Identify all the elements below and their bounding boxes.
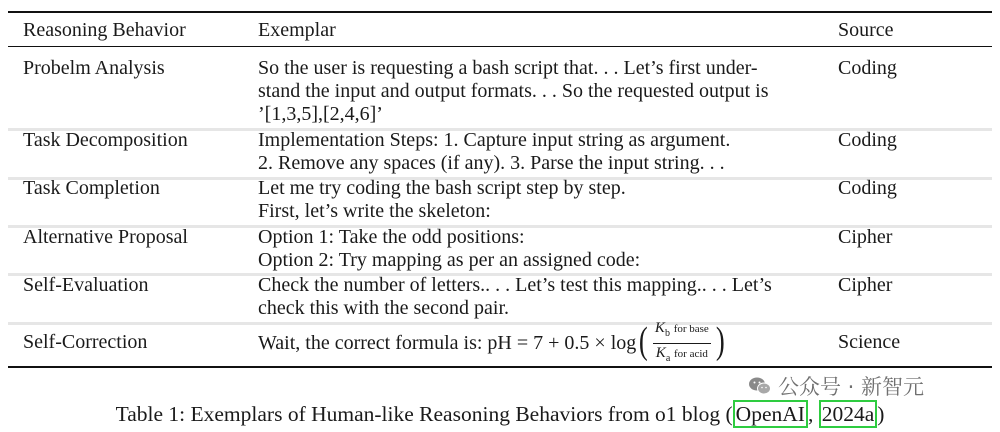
row-source: Coding [838,177,897,199]
caption-separator: , [807,402,819,426]
row-source: Science [838,331,901,353]
row-exemplar-line: ’[1,3,5],[2,4,6]’ [258,103,383,125]
denominator-subscript: a [665,352,671,364]
caption-suffix: ) [877,402,885,426]
row-source: Cipher [838,274,893,296]
table-top-rule [8,11,992,13]
row-exemplar-line: check this with the second pair. [258,297,510,319]
right-paren: ) [715,320,725,362]
caption-prefix: Table 1: Exemplars of Human-like Reasoning Behaviors from o1 blog ( [115,402,733,426]
row-exemplar-line: First, let’s write the skeleton: [258,200,491,222]
denominator-note: for acid [674,347,708,360]
row-source: Cipher [838,226,893,248]
left-paren: ( [639,320,649,362]
header-reasoning-behavior: Reasoning Behavior [23,19,186,41]
header-source: Source [838,19,894,41]
row-source: Coding [838,57,897,79]
row-behavior: Task Decomposition [23,129,188,151]
row-exemplar-line: Implementation Steps: 1. Capture input string as argument. [258,129,731,151]
row-exemplar-line: 2. Remove any spaces (if any). 3. Parse the input string. . . [258,152,725,174]
row-behavior: Self-Correction [23,331,148,353]
header-exemplar: Exemplar [258,19,336,41]
row-exemplar-line: Check the number of letters.. . . Let’s test this mapping.. . . Let’s [258,274,772,296]
citation-year-link[interactable]: 2024a [819,400,878,428]
numerator-note: for base [673,322,709,335]
fraction-numerator [653,320,711,344]
table-header-rule [8,46,992,47]
wechat-icon [748,376,772,396]
row-behavior: Alternative Proposal [23,226,188,248]
row-exemplar-line: Let me try coding the bash script step by step. [258,177,626,199]
numerator-subscript: b [664,327,670,339]
ph-formula [636,320,727,367]
row-exemplar-line: stand the input and output formats. . . So the requested output is [258,80,769,102]
row-exemplar-formula [258,319,727,364]
watermark [748,371,924,401]
fraction-denominator [654,344,710,367]
watermark-text: 公众号 · 新智元 [778,375,925,399]
table-bottom-rule [8,366,992,368]
table-caption [0,401,1000,427]
row-source: Coding [838,129,897,151]
row-exemplar-line: Option 1: Take the odd positions: [258,226,525,248]
formula-fraction [653,320,711,367]
row-behavior: Probelm Analysis [23,57,165,79]
numerator-variable: K [654,319,665,336]
row-exemplar-line: Option 2: Try mapping as per an assigned code: [258,249,641,271]
row-exemplar-line: So the user is requesting a bash script that. . . Let’s first under- [258,57,758,79]
row-behavior: Task Completion [23,177,160,199]
denominator-variable: K [655,344,666,361]
citation-author-link[interactable]: OpenAI [733,400,808,428]
row-behavior: Self-Evaluation [23,274,149,296]
formula-prefix: Wait, the correct formula is: pH = 7 + 0.5 × log [258,331,637,354]
